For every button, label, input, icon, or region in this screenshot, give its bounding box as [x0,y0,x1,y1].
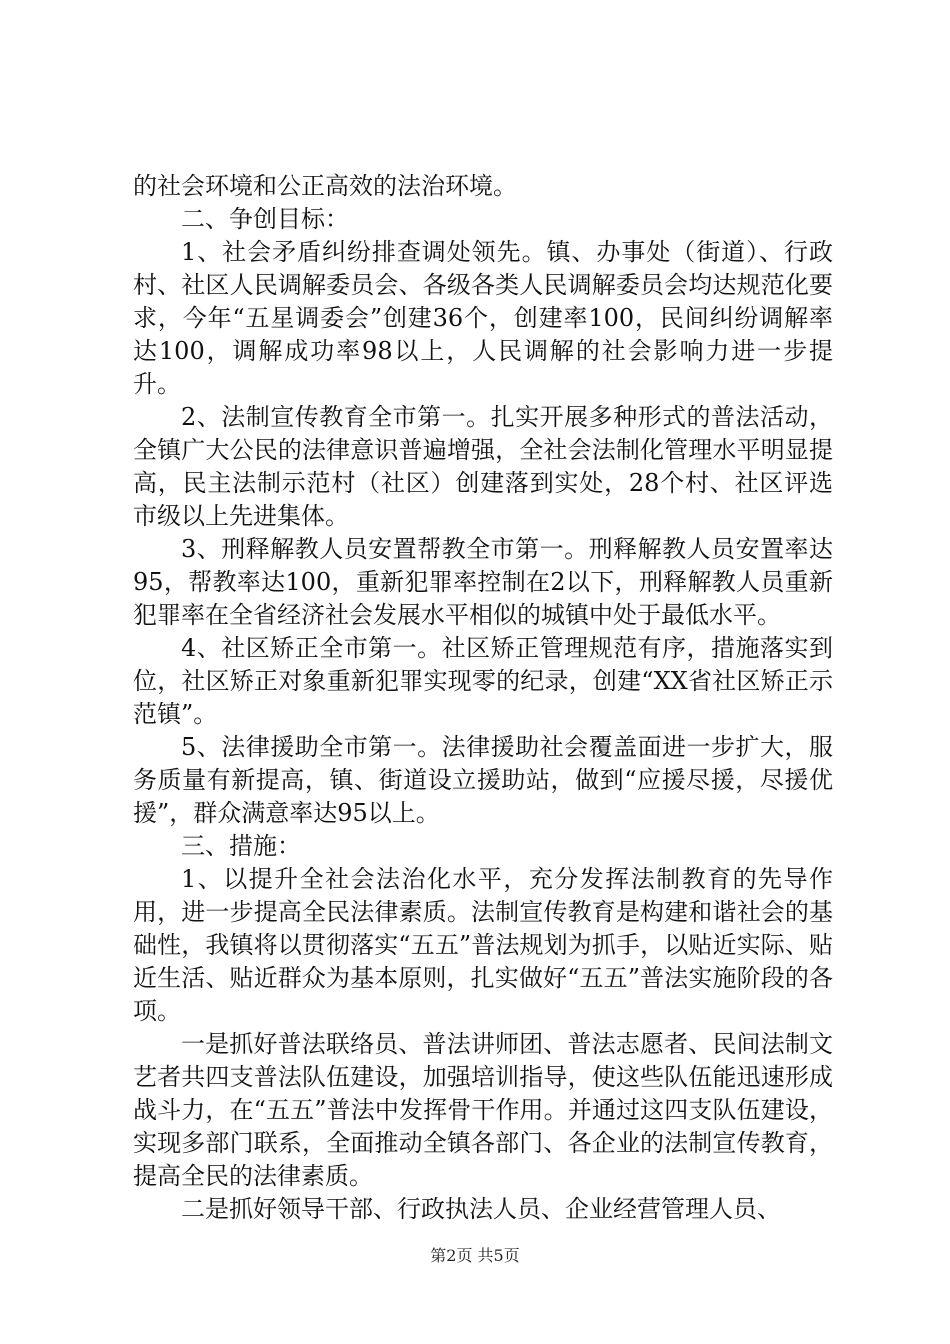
document-body [133,170,833,1226]
paragraph-goal-4: 4、社区矫正全市第一。社区矫正管理规范有序，措施落实到位，社区矫正对象重新犯罪实现零的纪录，创建“XX省社区矫正示范镇”。 [133,634,833,728]
paragraph-goal-1: 1、社会矛盾纠纷排查调处领先。镇、办事处（街道）、行政村、社区人民调解委员会、各级各类人民调解委员会均达规范化要求，今年“五星调委会”创建36个，创建率100，民间纠纷调解率达100，调解成功率98以上，人民调解的社会影响力进一步提升。 [133,238,833,398]
paragraph-goal-3: 3、刑释解教人员安置帮教全市第一。刑释解教人员安置率达95，帮教率达100，重新犯罪率控制在2以下，刑释解教人员重新犯罪率在全省经济社会发展水平相似的城镇中处于最低水平。 [133,535,833,629]
paragraph-measure-1: 1、以提升全社会法治化水平，充分发挥法制教育的先导作用，进一步提高全民法律素质。法制宣传教育是构建和谐社会的基础性，我镇将以贯彻落实“五五”普法规划为抓手，以贴近实际、贴近生活、贴近群众为基本原则，扎实做好“五五”普法实施阶段的各项。 [133,865,833,1025]
section-heading-measures: 三、措施： [181,832,301,860]
paragraph-measure-1-item-1: 一是抓好普法联络员、普法讲师团、普法志愿者、民间法制文艺者共四支普法队伍建设，加强培训指导，使这些队伍能迅速形成战斗力，在“五五”普法中发挥骨干作用。并通过这四支队伍建设，实现多部门联系，全面推动全镇各部门、各企业的法制宣传教育，提高全民的法律素质。 [133,1030,833,1190]
paragraph-goal-5: 5、法律援助全市第一。法律援助社会覆盖面进一步扩大，服务质量有新提高，镇、街道设立援助站，做到“应援尽援，尽援优援”，群众满意率达95以上。 [133,733,833,827]
page-number-footer: 第2页 共5页 [430,1246,520,1265]
section-heading-goals: 二、争创目标： [181,205,349,233]
paragraph-goal-2: 2、法制宣传教育全市第一。扎实开展多种形式的普法活动，全镇广大公民的法律意识普遍增强，全社会法制化管理水平明显提高，民主法制示范村（社区）创建落到实处，28个村、社区评选市级以上先进集体。 [133,403,833,530]
paragraph-continuation: 的社会环境和公正高效的法治环境。 [133,172,517,200]
paragraph-measure-1-item-2: 二是抓好领导干部、行政执法人员、企业经营管理人员、 [181,1195,781,1223]
